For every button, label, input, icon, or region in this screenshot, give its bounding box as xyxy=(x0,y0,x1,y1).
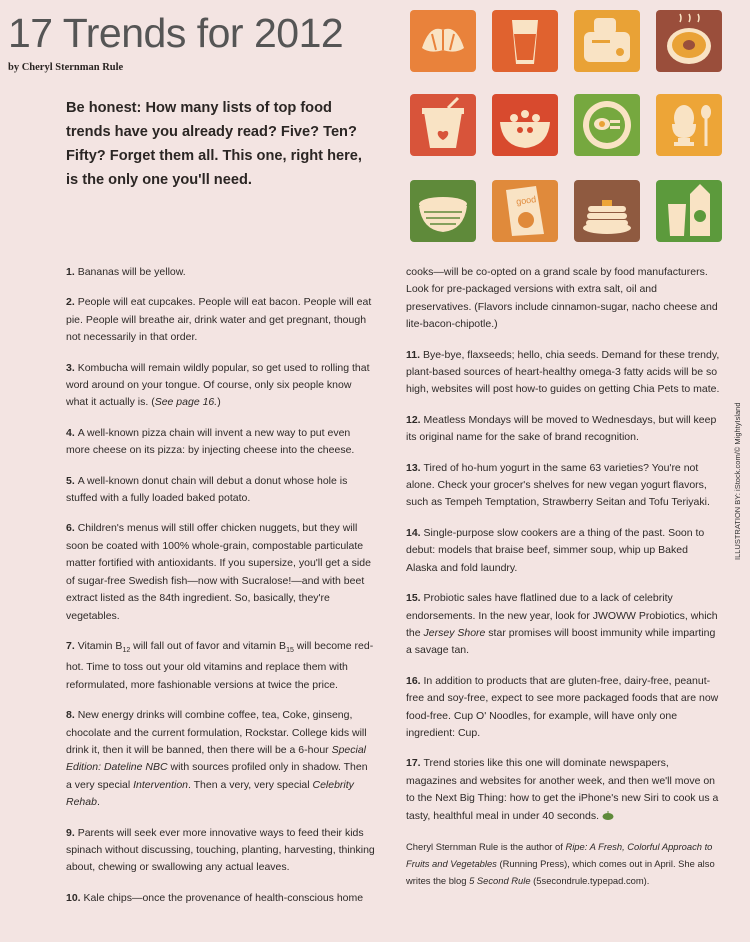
item-text: Single-purpose slow cookers are a thing of the past. Soon to debut: models that braise beef, simmer soup, whip up Baked Alaska and fold laundry. xyxy=(406,526,705,574)
item-text: Kombucha will remain wildly popular, so get used to rolling that word around on your tongue. Of course, only six people know what it actually is. ( xyxy=(66,361,370,409)
italic-text: Intervention xyxy=(133,778,188,791)
item-text: cooks—will be co-opted on a grand scale by food manufacturers. Look for pre-packaged versions with extra salt, oil and preservatives. (Flavors include cinnamon-sugar, nacho cheese and lite-bacon-chipotle.) xyxy=(406,266,718,331)
item-number: 16. xyxy=(406,674,424,687)
item-text: ) xyxy=(217,396,221,409)
italic-text: Ripe: A Fresh, Colorful Approach to Fruits and Vegetables xyxy=(406,840,713,869)
item-text: will become red-hot. Time to toss out your old vitamins and replace them with reformulated, more fashionable versions at twice the price. xyxy=(66,639,374,691)
subscript: 12 xyxy=(122,647,131,654)
trend-item xyxy=(66,360,376,412)
trend-item xyxy=(406,525,720,577)
item-text: A well-known donut chain will debut a donut whose hole is stuffed with a fully loaded baked potato. xyxy=(66,474,348,505)
item-number: 5. xyxy=(66,474,78,487)
item-number: 11. xyxy=(406,348,423,361)
italic-text: Special Edition: Dateline NBC xyxy=(66,744,367,774)
item-text: (5secondrule.typepad.com). xyxy=(530,874,650,886)
item-text: Bye-bye, flaxseeds; hello, chia seeds. Demand for these trendy, plant-based sources of heart-healthy omega-3 fatty acids will be so high, websites will post how-to guides on getting Chia Pets to mate. xyxy=(406,348,720,396)
trend-item xyxy=(66,825,376,877)
trend-item xyxy=(66,638,376,694)
oatmeal-bowl-icon xyxy=(410,180,476,242)
trend-item xyxy=(66,264,376,281)
item-text: Tired of ho-hum yogurt in the same 63 varieties? You're not alone. Check your grocer's shelves for new vegan yogurt flavors, such as Tempeh Temptation, Strawberry Seitan and Tofu Teriyaki. xyxy=(406,461,710,509)
food-icon-grid xyxy=(410,10,722,250)
trend-item xyxy=(406,673,720,743)
item-number: 14. xyxy=(406,526,424,539)
breakfast-plate-icon xyxy=(574,94,640,156)
item-number: 10. xyxy=(66,891,84,904)
item-text: will fall out of favor and vitamin B xyxy=(130,639,287,652)
trend-item xyxy=(66,520,376,624)
item-number: 17. xyxy=(406,757,424,770)
trend-item xyxy=(406,460,720,512)
italic-text: Jersey Shore xyxy=(423,626,486,639)
italic-text: Celebrity Rehab xyxy=(66,778,354,809)
croissant-icon xyxy=(410,10,476,72)
item-number: 13. xyxy=(406,461,424,474)
trend-item xyxy=(406,755,720,825)
author-bio xyxy=(406,838,720,889)
toaster-icon xyxy=(574,10,640,72)
item-text: New energy drinks will combine coffee, tea, Coke, ginseng, chocolate and the current formulation, Rockstar. College kids will drink it, then it will be banned, then there will be a 6-hour xyxy=(66,709,367,757)
italic-text: See page 16. xyxy=(154,396,218,409)
pancakes-icon xyxy=(574,180,640,242)
italic-text: 5 Second Rule xyxy=(469,874,531,886)
trend-item xyxy=(66,294,376,346)
column-right xyxy=(406,264,720,889)
yogurt-cup-icon xyxy=(410,94,476,156)
item-text: . xyxy=(96,796,100,809)
item-text: Trend stories like this one will dominate newspapers, magazines and websites for another week, and then we'll move on to the Next Big Thing: how to get the iPhone's new Siri to cook us a tasty, healthful meal in under 40 seconds. xyxy=(406,757,719,822)
trend-item xyxy=(406,347,720,399)
item-number: 2. xyxy=(66,296,78,309)
item-text: Parents will seek ever more innovative ways to feed their kids spinach without discussing, touching, planting, harvesting, thinking about, chewing or swallowing any actual leaves. xyxy=(66,826,375,874)
deck-intro: Be honest: How many lists of top food trends have you already read? Five? Ten? Fifty? Forget them all. This one, right here, is the only one you'll need. xyxy=(66,100,362,188)
trend-item xyxy=(66,890,376,907)
milk-carton-icon xyxy=(656,180,722,242)
trend-item xyxy=(66,707,376,811)
item-text: Children's menus will still offer chicken nuggets, but they will soon be coated with 100% whole-grain, compostable particulate matter fortified with antioxidants. If you supersize, you'll get a side of sugar-free Swedish fish—now with Sucralose!—and with beet extract listed as the 84th ingredient. So, basically, they're vegetables. xyxy=(66,522,371,622)
trend-item xyxy=(406,412,720,447)
item-text: with sources profiled only in shadow. Then a very special xyxy=(66,761,368,791)
granola-box-icon xyxy=(492,180,558,242)
item-text: Vitamin B xyxy=(77,639,123,652)
donut-icon xyxy=(656,10,722,72)
item-number: 4. xyxy=(66,426,78,439)
item-text: People will eat cupcakes. People will eat bacon. People will eat pie. People will breathe air, drink water and get pregnant, though not necessarily in that order. xyxy=(66,296,372,344)
article-title: 17 Trends for 2012 xyxy=(8,10,344,56)
item-number: 7. xyxy=(66,639,78,652)
column-left xyxy=(66,264,376,920)
cereal-bowl-icon xyxy=(492,94,558,156)
item-text: Kale chips—once the provenance of health-conscious home xyxy=(83,891,364,904)
trend-item xyxy=(66,473,376,508)
trend-item xyxy=(66,425,376,460)
item-number: 8. xyxy=(66,709,78,722)
item-text: Meatless Mondays will be moved to Wednesdays, but will keep its original name for the sake of brand recognition. xyxy=(406,413,717,444)
juice-glass-icon xyxy=(492,10,558,72)
svg-text:good: good xyxy=(515,194,537,207)
item-text: (Running Press), which comes out in April. She also writes the blog xyxy=(406,857,715,886)
end-mark-icon xyxy=(602,811,614,820)
item-text: Probiotic sales have flatlined due to a lack of celebrity endorsements. In the new year, look for JWOWW Probiotics, which the xyxy=(406,592,718,639)
item-text: . Then a very, very special xyxy=(188,778,313,791)
item-number: 9. xyxy=(66,826,78,839)
trend-item xyxy=(406,590,720,660)
item-text: Bananas will be yellow. xyxy=(77,266,186,278)
item-text: In addition to products that are gluten-free, dairy-free, peanut-free and soy-free, expect to see more packaged foods that are now food-free. Cup O' Noodles, for example, will have only one ingredient: Cup. xyxy=(406,674,719,739)
item-number: 12. xyxy=(406,413,424,426)
illustration-credit: ILLUSTRATION BY: iStock.com/© MightyIsland xyxy=(733,402,742,560)
item-text: A well-known pizza chain will invent a new way to put even more cheese on its pizza: by injecting cheese into the cheese. xyxy=(66,426,355,457)
item-text: Cheryl Sternman Rule is the author of xyxy=(406,840,566,852)
item-number: 6. xyxy=(66,522,78,535)
item-number: 1. xyxy=(66,266,78,278)
item-number: 15. xyxy=(406,592,424,605)
subscript: 15 xyxy=(286,647,294,654)
item-number: 3. xyxy=(66,361,78,374)
trend-item xyxy=(406,264,720,334)
item-text: star promises will boost immunity while imparting a savage tan. xyxy=(406,626,716,657)
egg-cup-icon xyxy=(656,94,722,156)
byline: by Cheryl Sternman Rule xyxy=(8,62,124,73)
